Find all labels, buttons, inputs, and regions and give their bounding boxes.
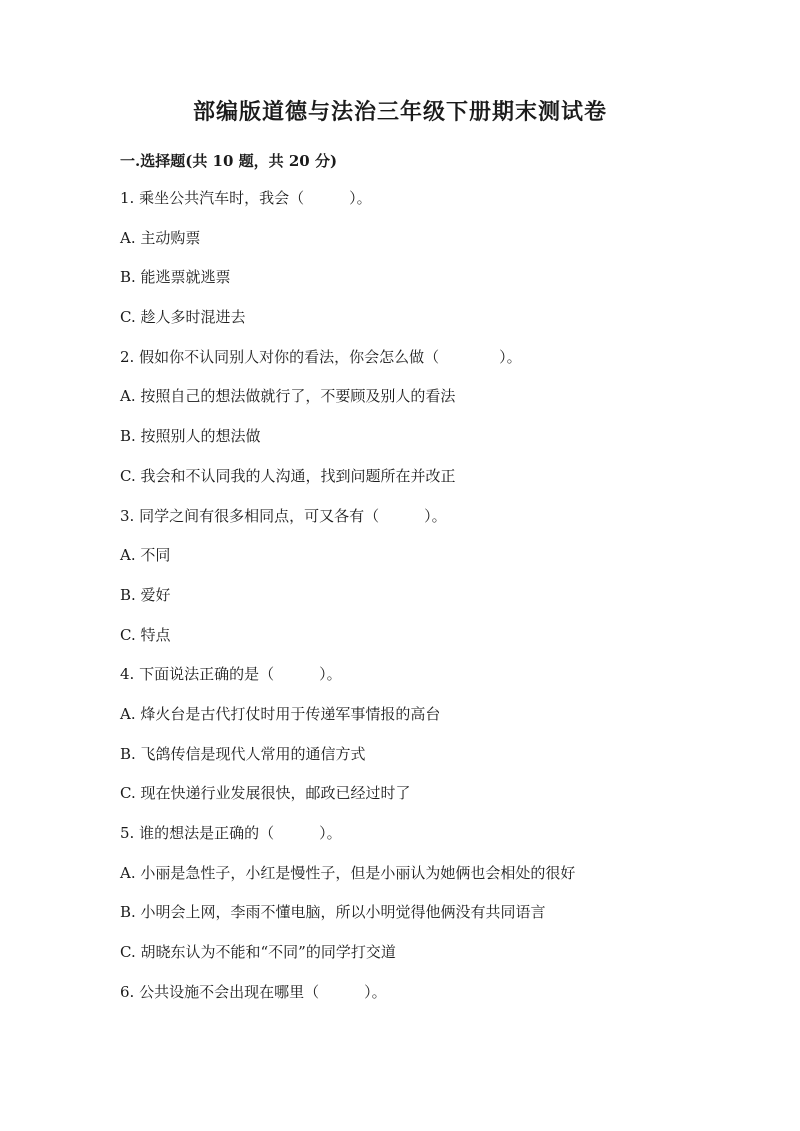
question-list xyxy=(120,183,720,1016)
question-5-option-a: A. 小丽是急性子，小红是慢性子，但是小丽认为她俩也会相处的很好 xyxy=(120,863,576,882)
question-3-option-b: B. 爱好 xyxy=(120,585,171,604)
page-title: 部编版道德与法治三年级下册期末测试卷 xyxy=(192,99,607,125)
question-4-option-a: A. 烽火台是古代打仗时用于传递军事情报的高台 xyxy=(120,704,441,723)
question-2-option-c: C. 我会和不认同我的人沟通，找到问题所在并改正 xyxy=(120,466,456,485)
question-6-stem: 6. 公共设施不会出现在哪里（ ）。 xyxy=(120,982,387,1001)
question-4-stem: 4. 下面说法正确的是（ ）。 xyxy=(120,665,342,684)
question-2-option-b: B. 按照别人的想法做 xyxy=(120,427,261,446)
question-3-stem: 3. 同学之间有很多相同点，可又各有（ ）。 xyxy=(120,506,447,525)
question-4-option-b: B. 飞鸽传信是现代人常用的通信方式 xyxy=(120,744,366,763)
question-2-stem: 2. 假如你不认同别人对你的看法，你会怎么做（ ）。 xyxy=(120,347,522,366)
question-1-option-a: A. 主动购票 xyxy=(120,228,201,247)
section-heading: 一.选择题(共 10 题，共 20 分) xyxy=(120,152,338,170)
question-3-option-a: A. 不同 xyxy=(120,546,171,565)
question-4-option-c: C. 现在快递行业发展很快，邮政已经过时了 xyxy=(120,784,411,803)
question-2-option-a: A. 按照自己的想法做就行了，不要顾及别人的看法 xyxy=(120,387,456,406)
question-5-stem: 5. 谁的想法是正确的（ ）。 xyxy=(120,824,342,842)
question-5-option-b: B. 小明会上网，李雨不懂电脑，所以小明觉得他俩没有共同语言 xyxy=(120,903,546,922)
question-1-stem: 1. 乘坐公共汽车时，我会（ ）。 xyxy=(120,189,372,207)
question-1-option-c: C. 趁人多时混进去 xyxy=(120,308,246,327)
question-3-option-c: C. 特点 xyxy=(120,625,171,644)
question-5-option-c: C. 胡晓东认为不能和“不同”的同学打交道 xyxy=(120,943,396,962)
question-1-option-b: B. 能逃票就逃票 xyxy=(120,268,231,287)
